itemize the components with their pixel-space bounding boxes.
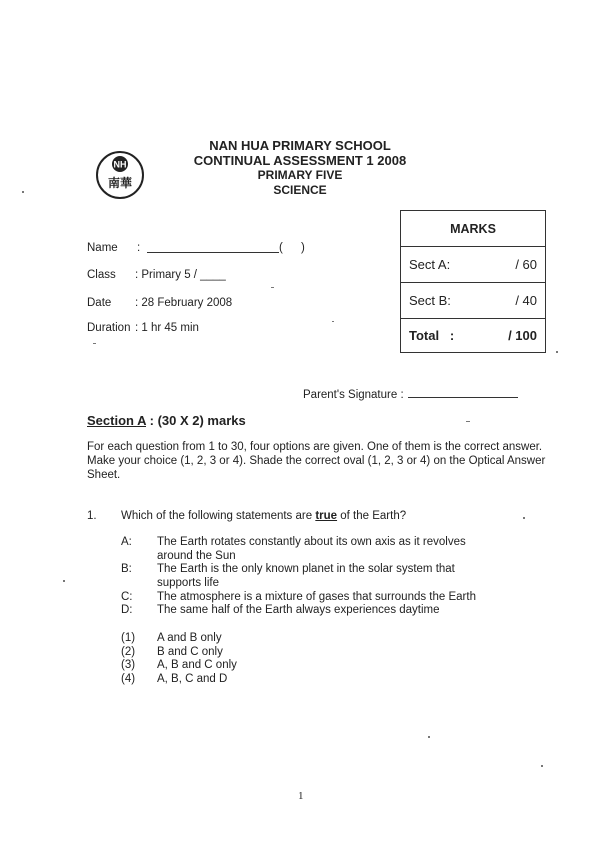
- marks-row-total: [401, 319, 545, 353]
- answer-options: [121, 632, 361, 692]
- marks-row-label: Total :: [409, 328, 455, 343]
- scan-speck: [523, 517, 525, 519]
- instructions: For each question from 1 to 30, four options are given. One of them is the correct answer. Make your choice (1, 2, 3 or 4). Shade the correct oval (1, 2, 3 or 4) on the Optical Answer Sheet.: [87, 441, 546, 481]
- statement-text: The same half of the Earth always experiences daytime: [157, 604, 440, 616]
- name-paren-close: ): [301, 242, 305, 254]
- statement-letter: B:: [121, 563, 132, 575]
- scan-speck: [541, 765, 543, 767]
- section-title: Section A: [87, 413, 146, 428]
- option-text: B and C only: [157, 645, 223, 658]
- class-value: : Primary 5 / ____: [135, 269, 226, 281]
- option-text: A, B and C only: [157, 659, 237, 671]
- statement-text: The Earth is the only known planet in the solar system that: [157, 563, 455, 575]
- assessment-title: CONTINUAL ASSESSMENT 1 2008: [193, 153, 407, 168]
- scan-speck: [332, 321, 334, 322]
- subject-title: SCIENCE: [273, 183, 327, 197]
- marks-row-value: / 100: [508, 328, 537, 343]
- scan-speck: [93, 343, 96, 344]
- statement-text: The atmosphere is a mixture of gases that surrounds the Earth: [157, 591, 476, 603]
- parent-signature: [303, 388, 518, 401]
- signature-label: Parent's Signature :: [303, 389, 404, 401]
- date-label: Date: [87, 297, 112, 309]
- date-value: : 28 February 2008: [135, 297, 233, 309]
- name-field[interactable]: [147, 238, 279, 253]
- marks-box: [400, 210, 546, 353]
- statement-letter: C:: [121, 591, 133, 603]
- signature-field[interactable]: [408, 388, 518, 398]
- duration-label: Duration: [87, 322, 131, 334]
- option-number: (1): [121, 632, 136, 644]
- option-text: A and B only: [157, 632, 222, 644]
- statement-text: around the Sun: [157, 549, 236, 562]
- marks-row-value: / 60: [515, 257, 537, 272]
- duration-value: : 1 hr 45 min: [135, 322, 199, 334]
- statement-letter: A:: [121, 536, 132, 548]
- scan-speck: [556, 351, 558, 353]
- statement-text: The Earth rotates constantly about its own axis as it revolves: [157, 536, 466, 548]
- scan-speck: [63, 580, 65, 582]
- option-number: (2): [121, 645, 136, 658]
- logo-monogram: NH: [113, 159, 127, 170]
- section-marks: : (30 X 2) marks: [149, 413, 246, 428]
- marks-title: MARKS: [401, 211, 545, 247]
- school-logo: [95, 150, 145, 200]
- question-emphasis: true: [315, 510, 338, 522]
- question-number: 1.: [87, 510, 97, 522]
- statement-list: [121, 536, 541, 626]
- student-info: [87, 242, 327, 342]
- name-paren-open: (: [279, 242, 283, 254]
- option-text: A, B, C and D: [157, 672, 228, 685]
- page-number: 1: [298, 790, 304, 802]
- option-number: (3): [121, 659, 136, 671]
- name-sep: :: [137, 242, 141, 254]
- class-label: Class: [87, 269, 116, 281]
- statement-letter: D:: [121, 604, 133, 616]
- option-number: (4): [121, 672, 136, 685]
- school-name: NAN HUA PRIMARY SCHOOL: [209, 138, 391, 153]
- marks-row-sect-a: [401, 247, 545, 283]
- scan-speck: [271, 287, 274, 288]
- level-title: PRIMARY FIVE: [257, 168, 343, 182]
- section-heading: [87, 413, 246, 428]
- marks-row-sect-b: [401, 283, 545, 319]
- marks-row-label: Sect B:: [409, 293, 451, 308]
- scan-speck: [428, 736, 430, 738]
- statement-text: supports life: [157, 576, 220, 589]
- scan-speck: [466, 421, 470, 422]
- name-label: Name: [87, 242, 118, 254]
- question-stem: Which of the following statements are true of the Earth?: [121, 510, 407, 522]
- scan-speck: [22, 191, 24, 193]
- marks-row-value: / 40: [515, 293, 537, 308]
- marks-row-label: Sect A:: [409, 257, 451, 272]
- logo-chinese-text: 南華: [107, 176, 133, 190]
- document-header: [150, 138, 450, 198]
